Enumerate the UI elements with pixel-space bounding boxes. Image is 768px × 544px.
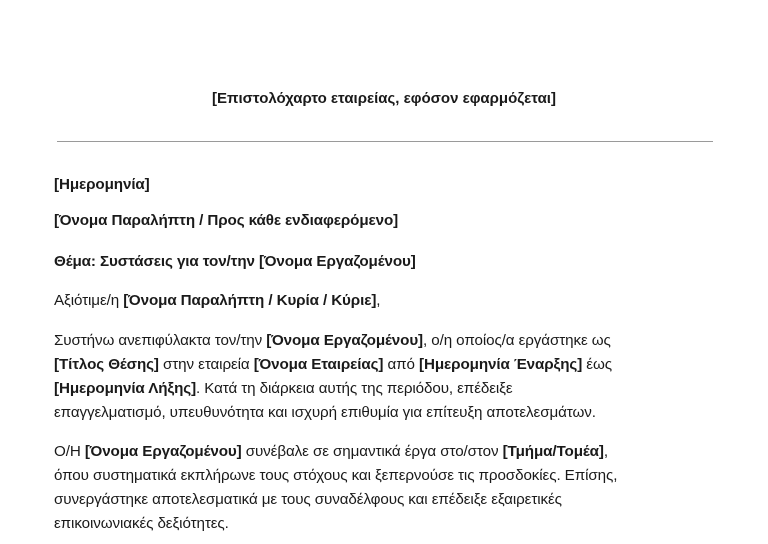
salutation bbox=[54, 292, 380, 309]
placeholder-field: [Ημερομηνία Λήξης] bbox=[54, 380, 197, 397]
placeholder-field: [Ημερομηνία Έναρξης] bbox=[419, 356, 583, 373]
text-run: Ο/Η bbox=[54, 443, 85, 460]
text-run: όπου συστηματικά εκπλήρωνε τους στόχους και ξεπερνούσε τις προσδοκίες. Επίσης, bbox=[54, 467, 618, 484]
paragraph-line bbox=[54, 467, 617, 484]
text-run: επαγγελματισμό, υπευθυνότητα και ισχυρή επιθυμία για επίτευξη αποτελεσμάτων. bbox=[54, 404, 596, 421]
text-run: Συστήνω ανεπιφύλακτα τον/την bbox=[54, 332, 267, 349]
paragraph-line bbox=[54, 491, 562, 508]
text-run: , bbox=[376, 292, 381, 309]
text-run: συνεργάστηκε αποτελεσματικά με τους συναδέλφους και επέδειξε εξαιρετικές bbox=[54, 491, 562, 508]
placeholder-field: [Όνομα Παραλήπτη / Κυρία / Κύριε] bbox=[123, 292, 377, 309]
text-run: επικοινωνιακές δεξιότητες. bbox=[54, 515, 229, 532]
paragraph-line bbox=[54, 380, 513, 397]
paragraph-line bbox=[54, 443, 608, 460]
paragraph-line bbox=[54, 332, 611, 349]
placeholder-field: [Τίτλος Θέσης] bbox=[54, 356, 159, 373]
text-run: στην εταιρεία bbox=[158, 356, 254, 373]
text-run: από bbox=[383, 356, 420, 373]
paragraph-line bbox=[54, 515, 229, 532]
paragraph-line bbox=[54, 404, 596, 421]
text-run: έως bbox=[582, 356, 612, 373]
subject-line: Θέμα: Συστάσεις για τον/την [Όνομα Εργαζομένου] bbox=[54, 253, 416, 270]
letterhead-placeholder: [Επιστολόχαρτο εταιρείας, εφόσον εφαρμόζεται] bbox=[212, 90, 556, 107]
date-placeholder: [Ημερομηνία] bbox=[54, 176, 150, 193]
placeholder-field: [Όνομα Εργαζομένου] bbox=[84, 443, 242, 460]
text-run: . Κατά τη διάρκεια αυτής της περιόδου, επέδειξε bbox=[196, 380, 513, 397]
divider bbox=[57, 141, 713, 142]
text-run: συνέβαλε σε σημαντικά έργα στο/στον bbox=[241, 443, 503, 460]
text-run: , ο/η οποίος/α εργάστηκε ως bbox=[423, 332, 611, 349]
text-run: , bbox=[603, 443, 608, 460]
placeholder-field: [Όνομα Εταιρείας] bbox=[253, 356, 384, 373]
paragraph-line bbox=[54, 356, 612, 373]
recipient-placeholder: [Όνομα Παραλήπτη / Προς κάθε ενδιαφερόμενο] bbox=[54, 212, 399, 229]
placeholder-field: [Τμήμα/Τομέα] bbox=[502, 443, 604, 460]
placeholder-field: [Όνομα Εργαζομένου] bbox=[266, 332, 424, 349]
text-run: Αξιότιμε/η bbox=[54, 292, 124, 309]
